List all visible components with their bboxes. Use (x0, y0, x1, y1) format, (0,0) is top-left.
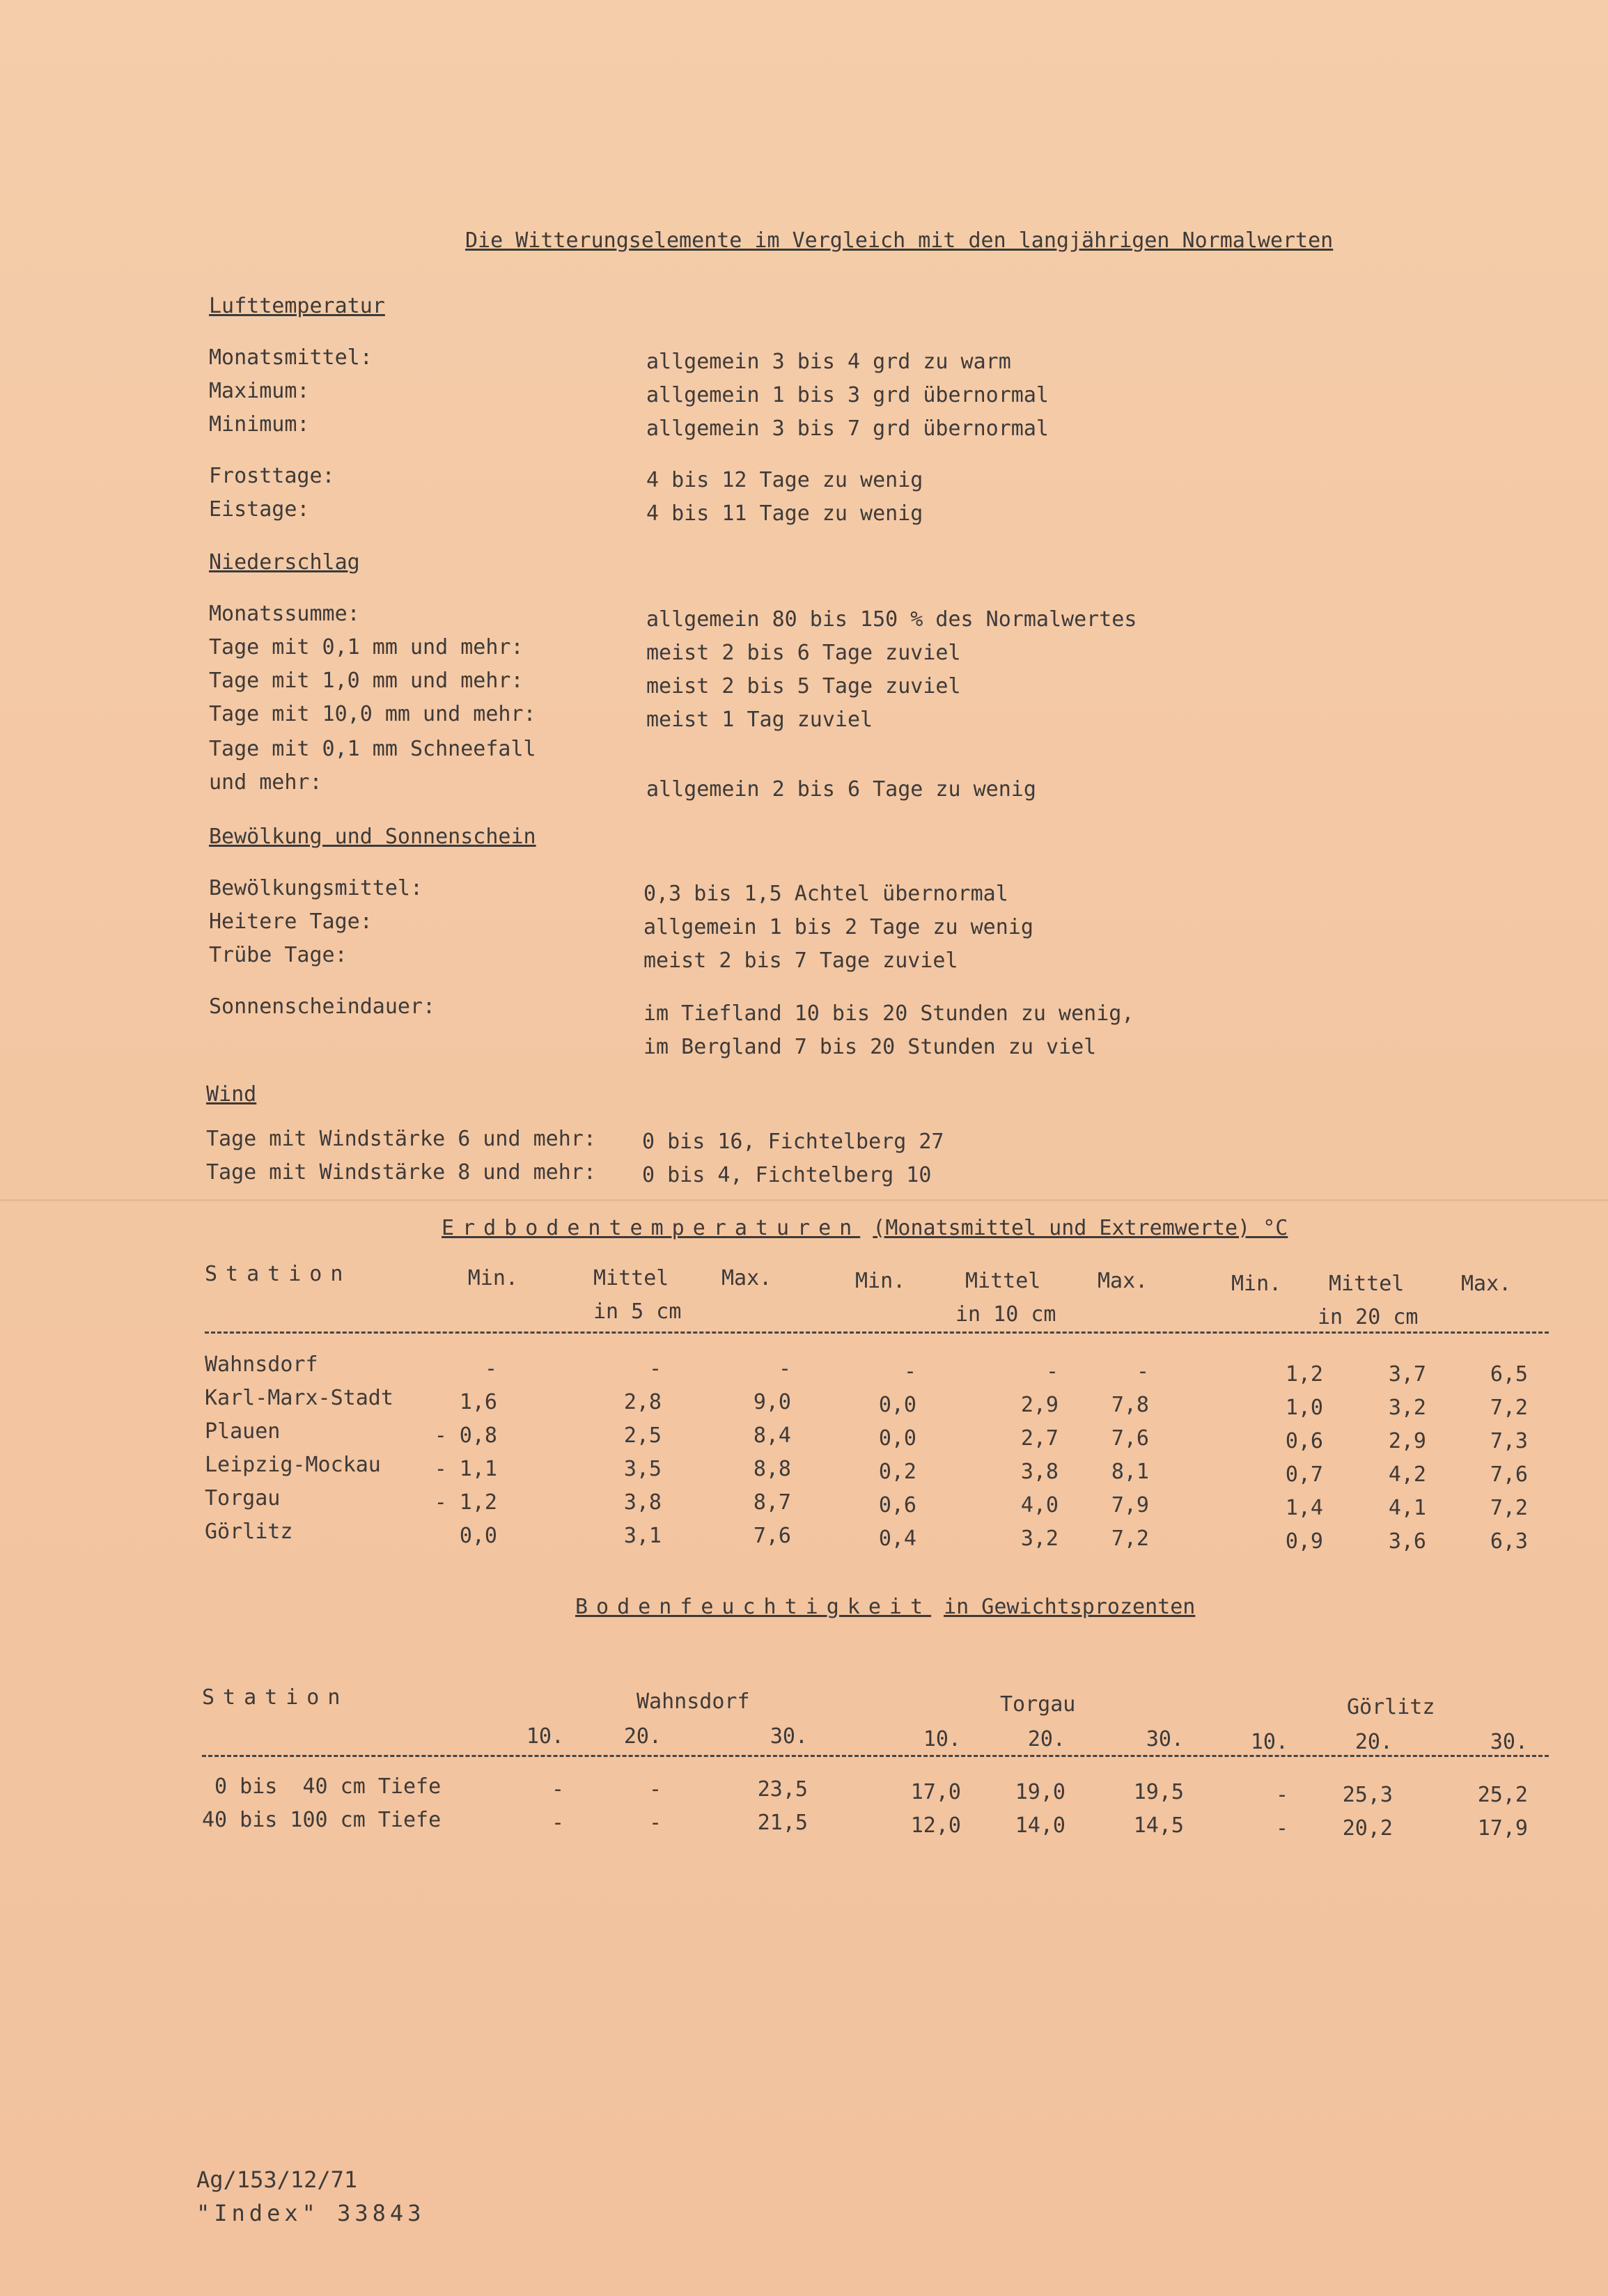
table-row-station: Torgau (205, 1486, 281, 1510)
heading-niederschlag: Niederschlag (209, 550, 360, 575)
table-cell: - (648, 1811, 662, 1835)
label: Tage mit 1,0 mm und mehr: (209, 669, 524, 693)
table-cell: - (1045, 1359, 1059, 1384)
label: Frosttage: (209, 464, 335, 488)
table-cell: 6,5 (1490, 1362, 1528, 1387)
table-cell: 12,0 (910, 1813, 961, 1838)
table-cell: 3,6 (1388, 1529, 1426, 1554)
table-cell: - (648, 1357, 662, 1381)
label: Tage mit Windstärke 6 und mehr: (206, 1127, 596, 1151)
heading-lufttemperatur: Lufttemperatur (209, 294, 385, 318)
table-cell: 7,9 (1111, 1493, 1149, 1517)
day-header: 10. (526, 1724, 564, 1749)
label: Monatsmittel: (209, 345, 373, 370)
label: Eistage: (209, 497, 310, 522)
table-cell: 0,0 (459, 1524, 497, 1548)
group-header: Torgau (1000, 1692, 1076, 1717)
table-cell: - (1275, 1783, 1288, 1807)
value: 0 bis 16, Fichtelberg 27 (642, 1130, 944, 1154)
table-cell: 4,0 (1020, 1493, 1059, 1517)
label: Bewölkungsmittel: (209, 876, 423, 900)
day-header: 30. (1490, 1730, 1528, 1754)
table-cell: - 1,2 (434, 1490, 497, 1515)
table-cell: 1,0 (1285, 1396, 1323, 1420)
table-cell: 14,5 (1133, 1813, 1184, 1838)
day-header: 10. (923, 1727, 961, 1751)
table-cell: 2,9 (1388, 1429, 1426, 1453)
table-cell: 21,5 (757, 1811, 808, 1835)
value: meist 2 bis 7 Tage zuviel (643, 948, 958, 973)
table-cell: 7,8 (1111, 1393, 1149, 1417)
day-header: 20. (1027, 1727, 1066, 1751)
table-cell: 3,2 (1020, 1526, 1059, 1551)
table-cell: 7,2 (1490, 1396, 1528, 1420)
value: allgemein 80 bis 150 % des Normalwertes (646, 607, 1137, 632)
table-cell: 9,0 (753, 1390, 791, 1414)
table-cell: 6,3 (1490, 1529, 1528, 1554)
col-header: Max. (1098, 1269, 1148, 1293)
value: allgemein 3 bis 7 grd übernormal (646, 416, 1049, 441)
value: 4 bis 11 Tage zu wenig (646, 501, 923, 526)
table-cell: 3,7 (1388, 1362, 1426, 1387)
table-cell: 2,9 (1020, 1393, 1059, 1417)
table-cell: 2,7 (1020, 1426, 1059, 1451)
erdboden-subtitle: (Monatsmittel und Extremwerte) °C (873, 1216, 1288, 1240)
col-header: Mittel (965, 1269, 1041, 1293)
label: Monatssumme: (209, 602, 360, 626)
label: Tage mit 0,1 mm und mehr: (209, 635, 524, 659)
day-header: 30. (770, 1724, 808, 1749)
label: Trübe Tage: (209, 943, 348, 967)
col-header: Min. (855, 1269, 906, 1293)
table-cell: 3,8 (1020, 1460, 1059, 1484)
table-cell: 3,1 (623, 1524, 662, 1548)
station-header: Station (205, 1262, 352, 1286)
index-number: "Index" 33843 (196, 2200, 426, 2226)
col-header: Max. (721, 1266, 772, 1290)
table-cell: 14,0 (1015, 1813, 1066, 1838)
table-cell: 8,1 (1111, 1460, 1149, 1484)
heading-bewoelkung: Bewölkung und Sonnenschein (209, 825, 536, 849)
table-cell: 23,5 (757, 1777, 808, 1802)
table-cell: 7,3 (1490, 1429, 1528, 1453)
col-header: Max. (1461, 1272, 1512, 1296)
depth-label: in 10 cm (955, 1302, 1056, 1327)
table-cell: - (484, 1357, 497, 1381)
table-cell: 8,7 (753, 1490, 791, 1515)
label: Maximum: (209, 379, 310, 403)
table-cell: - 0,8 (434, 1423, 497, 1448)
table-cell: 0,2 (878, 1460, 916, 1484)
table-cell: 7,6 (1111, 1426, 1149, 1451)
table-cell: 0,0 (878, 1393, 916, 1417)
table-cell: 1,6 (459, 1390, 497, 1414)
table-cell: 8,8 (753, 1457, 791, 1481)
table-cell: 8,4 (753, 1423, 791, 1448)
bodenfeucht-title: Bodenfeuchtigkeit (575, 1595, 932, 1619)
table-cell: 3,5 (623, 1457, 662, 1481)
value: meist 2 bis 6 Tage zuviel (646, 641, 961, 665)
day-header: 30. (1146, 1727, 1184, 1751)
table-cell: - (778, 1357, 791, 1381)
table-cell: 1,4 (1285, 1496, 1323, 1520)
table-rule (202, 1755, 1549, 1757)
table-cell: - (551, 1811, 564, 1835)
table-row-station: Görlitz (205, 1520, 293, 1544)
label: und mehr: (209, 770, 322, 795)
table-row-station: Karl-Marx-Stadt (205, 1386, 393, 1410)
value: meist 2 bis 5 Tage zuviel (646, 674, 961, 698)
value: im Bergland 7 bis 20 Stunden zu viel (643, 1035, 1097, 1059)
value: allgemein 1 bis 3 grd übernormal (646, 383, 1049, 407)
table-cell: 7,6 (1490, 1462, 1528, 1487)
value: allgemein 1 bis 2 Tage zu wenig (643, 915, 1033, 939)
table-cell: 7,2 (1111, 1526, 1149, 1551)
table-row-label: 0 bis 40 cm Tiefe (202, 1774, 442, 1799)
table-rule (205, 1331, 1549, 1334)
table-cell: 7,6 (753, 1524, 791, 1548)
page-fold (0, 1199, 1608, 1201)
table-cell: 0,4 (878, 1526, 916, 1551)
table-cell: 2,8 (623, 1390, 662, 1414)
label: Sonnenscheindauer: (209, 994, 436, 1019)
heading-wind: Wind (206, 1082, 257, 1107)
table-cell: 0,9 (1285, 1529, 1323, 1554)
depth-label: in 5 cm (593, 1299, 682, 1324)
bodenfeucht-subtitle: in Gewichtsprozenten (944, 1595, 1196, 1619)
depth-label: in 20 cm (1318, 1305, 1419, 1329)
value: allgemein 3 bis 4 grd zu warm (646, 350, 1011, 374)
day-header: 20. (1355, 1730, 1393, 1754)
value: 0 bis 4, Fichtelberg 10 (642, 1163, 932, 1187)
station-header: Station (202, 1685, 349, 1710)
erdboden-title: Erdbodentemperaturen (442, 1216, 861, 1240)
table-cell: 4,1 (1388, 1496, 1426, 1520)
table-cell: 0,7 (1285, 1462, 1323, 1487)
table-cell: - (1275, 1816, 1288, 1841)
table-cell: 17,0 (910, 1780, 961, 1804)
table-cell: - (551, 1777, 564, 1802)
table-cell: 2,5 (623, 1423, 662, 1448)
table-cell: - (1136, 1359, 1149, 1384)
col-header: Mittel (593, 1266, 669, 1290)
table-cell: 25,3 (1342, 1783, 1393, 1807)
group-header: Wahnsdorf (637, 1689, 750, 1714)
table-cell: 0,0 (878, 1426, 916, 1451)
table-cell: 7,2 (1490, 1496, 1528, 1520)
label: Tage mit Windstärke 8 und mehr: (206, 1160, 596, 1185)
label: Minimum: (209, 412, 310, 437)
col-header: Mittel (1329, 1272, 1405, 1296)
table-row-station: Wahnsdorf (205, 1352, 318, 1377)
value: im Tiefland 10 bis 20 Stunden zu wenig, (643, 1001, 1134, 1026)
col-header: Min. (1231, 1272, 1282, 1296)
value: 0,3 bis 1,5 Achtel übernormal (643, 882, 1008, 906)
table-cell: 0,6 (1285, 1429, 1323, 1453)
table-row-station: Leipzig-Mockau (205, 1453, 381, 1477)
value: meist 1 Tag zuviel (646, 708, 873, 732)
label: Tage mit 10,0 mm und mehr: (209, 702, 536, 726)
table-cell: 3,2 (1388, 1396, 1426, 1420)
value: allgemein 2 bis 6 Tage zu wenig (646, 777, 1036, 802)
table-row-station: Plauen (205, 1419, 281, 1444)
table-cell: - (903, 1359, 916, 1384)
table-cell: 19,5 (1133, 1780, 1184, 1804)
group-header: Görlitz (1347, 1695, 1435, 1719)
table-cell: 17,9 (1477, 1816, 1528, 1841)
value: 4 bis 12 Tage zu wenig (646, 468, 923, 492)
table-cell: 25,2 (1477, 1783, 1528, 1807)
table-cell: - (648, 1777, 662, 1802)
reference-number: Ag/153/12/71 (196, 2166, 358, 2193)
erdboden-title-block (442, 1215, 1288, 1242)
label: Tage mit 0,1 mm Schneefall (209, 737, 536, 761)
table-cell: 4,2 (1388, 1462, 1426, 1487)
table-cell: - 1,1 (434, 1457, 497, 1481)
table-cell: 20,2 (1342, 1816, 1393, 1841)
table-cell: 1,2 (1285, 1362, 1323, 1387)
bodenfeucht-title-block (575, 1593, 1195, 1621)
label: Heitere Tage: (209, 909, 373, 934)
table-row-label: 40 bis 100 cm Tiefe (202, 1808, 442, 1832)
table-cell: 19,0 (1015, 1780, 1066, 1804)
table-cell: 0,6 (878, 1493, 916, 1517)
day-header: 20. (623, 1724, 662, 1749)
day-header: 10. (1250, 1730, 1288, 1754)
table-cell: 3,8 (623, 1490, 662, 1515)
col-header: Min. (467, 1266, 518, 1290)
document-title: Die Witterungselemente im Vergleich mit den langjährigen Normalwerten (465, 228, 1334, 253)
